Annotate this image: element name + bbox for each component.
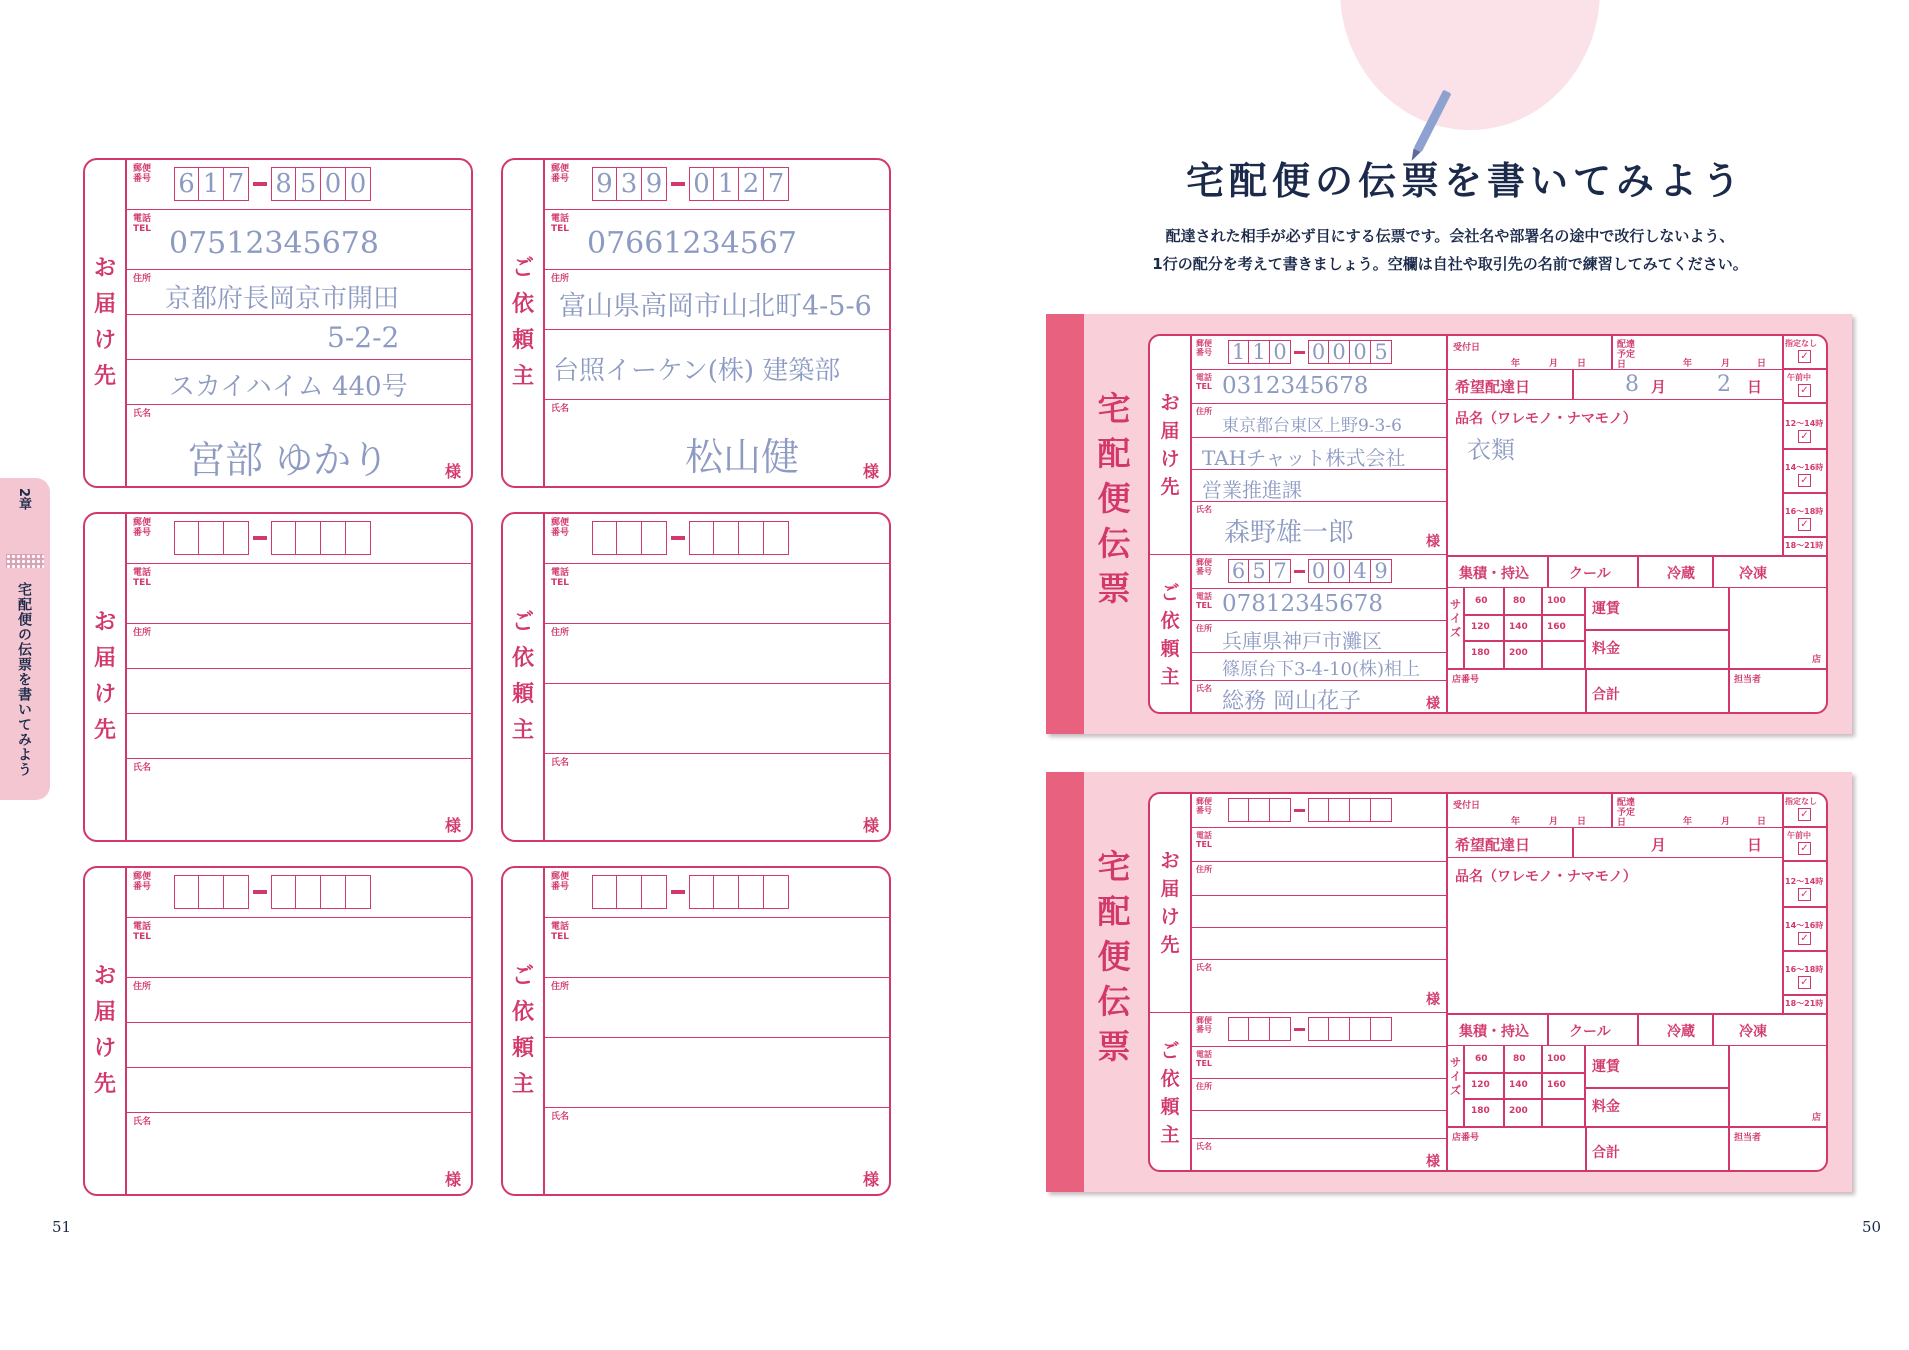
handwritten-address: 富山県高岡市山北町4-5-6 bbox=[559, 291, 872, 322]
chapter-tab[interactable] bbox=[0, 478, 50, 800]
checkbox[interactable]: ✓ bbox=[1798, 430, 1811, 443]
slip-to-zip-row: 郵便番号 bbox=[1192, 794, 1446, 828]
total-label: 合計 bbox=[1592, 687, 1620, 703]
time-slot-column[interactable]: 指定なし ✓ 午前中 ✓ 12～14時 ✓ 14～16時 ✓ 16～18時 ✓ 18～21時 bbox=[1783, 794, 1828, 1014]
slip-size-grid[interactable]: サ イ ズ 60 80 100 120 140 160 180 200 bbox=[1447, 588, 1585, 668]
slip-size-grid[interactable]: サ イ ズ 60 80 100 120 140 160 180 200 bbox=[1447, 1046, 1585, 1126]
tel-row[interactable]: 電話TEL bbox=[545, 918, 889, 978]
handwritten-name: 宮部 ゆかり bbox=[187, 438, 390, 482]
page-number-left: 51 bbox=[52, 1218, 72, 1236]
handwritten-address: 京都府長岡京市開田 bbox=[165, 284, 400, 314]
addr-row-2[interactable] bbox=[127, 1023, 471, 1068]
delivery-slip-blank bbox=[1046, 772, 1852, 1192]
freight-label: 運賃 bbox=[1592, 1059, 1620, 1075]
card-side-label: ご 依 頼 主 bbox=[503, 160, 545, 486]
addr-row-3[interactable] bbox=[127, 714, 471, 759]
addr-row-1[interactable]: 住所 bbox=[545, 624, 889, 684]
slip-vertical-title: 宅 配 便 伝 票 bbox=[1097, 847, 1131, 1066]
slip-from-zip-row: 郵便番号 6 5 7 0 0 4 9 bbox=[1192, 555, 1446, 589]
slip-to-addr-row-1[interactable]: 住所 東京都台東区上野9-3-6 bbox=[1192, 404, 1446, 438]
checkbox[interactable]: ✓ bbox=[1798, 474, 1811, 487]
address-card-from-blank bbox=[501, 512, 891, 842]
addr-row-1[interactable]: 住所 bbox=[127, 624, 471, 669]
checkbox[interactable]: ✓ bbox=[1798, 888, 1811, 901]
slip-to-addr-row-3[interactable] bbox=[1192, 470, 1446, 502]
name-row[interactable]: 氏名 様 bbox=[551, 758, 879, 835]
person-label: 担当者 bbox=[1734, 675, 1762, 685]
zip-row: 郵便番号 9 3 9 0 1 2 7 bbox=[545, 160, 889, 210]
zip-row: 郵便番号 bbox=[127, 868, 471, 918]
tel-row[interactable]: 電話TEL bbox=[127, 564, 471, 624]
zip-row: 郵便番号 bbox=[127, 514, 471, 564]
card-side-label: お 届 け 先 bbox=[85, 514, 127, 840]
slip-desired-date-row[interactable]: 希望配達日 8 月 2 日 bbox=[1447, 370, 1782, 400]
handwritten-item: 衣類 bbox=[1467, 436, 1515, 464]
addr-row-1[interactable]: 住所 bbox=[545, 978, 889, 1038]
slip-form: お 届 け 先 ご 依 頼 主 郵便番号 1 1 0 0 0 0 5 電話TEL 0312345678 住所 東京都台東区上野9-3-6 TAHチャット株式会社 営業推進課 氏名 森野雄一郎 様 郵便番号 6 5 7 0 0 4 9 電話TEL 07812345678 住所 兵庫県神戸市灘区 篠原台下3-4-10(株)相上 氏名 総務 岡山花子 様 受付日 年 月 日 配達予定日 年 月 日 希望配達日 8 月 2 日 品名（ワレモノ・ナマモノ） 衣類 集積・持込 クール 冷蔵 冷凍 サ イ ズ 60 80 100 120 140 160 180 200 運賃 料金 店 店番号 合計 担当者 指定なし ✓ 午前中 ✓ 12～14時 ✓ 14～16時 ✓ 16～18時 ✓ 18～21時 bbox=[1148, 334, 1828, 714]
checkbox[interactable]: ✓ bbox=[1798, 976, 1811, 989]
addr-row-1[interactable]: 住所 bbox=[127, 978, 471, 1023]
slip-to-addr-row-3[interactable] bbox=[1192, 928, 1446, 960]
handwritten-name: 総務 岡山花子 bbox=[1222, 689, 1361, 714]
addr-row-3[interactable] bbox=[127, 1068, 471, 1113]
slip-to-tel-row[interactable]: 電話TEL 0312345678 bbox=[1192, 370, 1446, 404]
slip-dates-row[interactable]: 受付日 年 月 日 配達予定日 年 月 日 bbox=[1447, 794, 1782, 828]
zip-row: 郵便番号 6 1 7 8 5 0 0 bbox=[127, 160, 471, 210]
address-card-to-blank bbox=[83, 866, 473, 1196]
card-side-label: ご 依 頼 主 bbox=[503, 868, 545, 1194]
slip-to-addr-row-2[interactable] bbox=[1192, 438, 1446, 470]
slip-service-row[interactable]: 集積・持込 クール 冷蔵 冷凍 bbox=[1447, 1014, 1828, 1046]
address-card-from-filled bbox=[501, 158, 891, 488]
tel-row[interactable]: 電話TEL bbox=[127, 918, 471, 978]
zip-row: 郵便番号 bbox=[545, 868, 889, 918]
slip-from-label: ご 依 頼 主 bbox=[1150, 1013, 1192, 1172]
tel-row[interactable]: 電話TEL 07512345678 bbox=[127, 210, 471, 270]
slip-to-label: お 届 け 先 bbox=[1150, 336, 1192, 555]
slip-from-addr-row-1[interactable]: 住所 兵庫県神戸市灘区 bbox=[1192, 621, 1446, 653]
handwritten-address: 兵庫県神戸市灘区 bbox=[1222, 629, 1382, 653]
slip-from-name-row[interactable]: 氏名 様 bbox=[1196, 1142, 1440, 1170]
slip-from-label: ご 依 頼 主 bbox=[1150, 555, 1192, 714]
slip-from-tel-row[interactable]: 電話TEL bbox=[1192, 1047, 1446, 1079]
addr-row-3[interactable] bbox=[127, 360, 471, 405]
zip-boxes[interactable]: 6 5 7 0 0 4 9 bbox=[1228, 559, 1392, 583]
slip-item-area[interactable]: 品名（ワレモノ・ナマモノ） bbox=[1455, 869, 1637, 885]
handwritten-day: 2 bbox=[1717, 372, 1731, 397]
page-number-right: 50 bbox=[1862, 1218, 1882, 1236]
slip-from-addr-row-2[interactable] bbox=[1192, 653, 1446, 681]
dot-pattern bbox=[6, 554, 44, 568]
handwritten-address: 台照イーケン(株) 建築部 bbox=[553, 356, 841, 386]
checkbox[interactable]: ✓ bbox=[1798, 932, 1811, 945]
handwritten-address: 東京都台東区上野9-3-6 bbox=[1222, 416, 1402, 436]
chapter-number: 2章 bbox=[16, 488, 31, 511]
card-side-label: ご 依 頼 主 bbox=[503, 514, 545, 840]
zip-boxes[interactable] bbox=[1228, 1017, 1392, 1041]
lead-text-line-2: 1行の配分を考えて書きましょう。空欄は自社や取引先の名前で練習してみてください。 bbox=[1152, 255, 1748, 273]
addr-row-1[interactable]: 住所 京都府長岡京市開田 bbox=[127, 270, 471, 315]
delivery-slip-filled bbox=[1046, 314, 1852, 734]
tel-row[interactable]: 電話TEL bbox=[545, 564, 889, 624]
handwritten-month: 8 bbox=[1625, 372, 1639, 397]
time-slot-column[interactable]: 指定なし ✓ 午前中 ✓ 12～14時 ✓ 14～16時 ✓ 16～18時 ✓ 18～21時 bbox=[1783, 336, 1828, 556]
addr-row-2[interactable] bbox=[545, 684, 889, 754]
zip-boxes[interactable] bbox=[1228, 798, 1392, 822]
slip-from-tel-row[interactable]: 電話TEL 07812345678 bbox=[1192, 589, 1446, 621]
slip-from-addr-row-2[interactable] bbox=[1192, 1111, 1446, 1139]
tel-row[interactable]: 電話TEL 07661234567 bbox=[545, 210, 889, 270]
slip-from-addr-row-1[interactable]: 住所 bbox=[1192, 1079, 1446, 1111]
checkbox[interactable]: ✓ bbox=[1798, 350, 1811, 363]
card-side-label: お 届 け 先 bbox=[85, 868, 127, 1194]
zip-boxes[interactable] bbox=[174, 521, 371, 555]
handwritten-address: 篠原台下3-4-10(株)相上 bbox=[1222, 659, 1421, 680]
zip-boxes[interactable]: 9 3 9 0 1 2 7 bbox=[592, 167, 789, 201]
slip-to-tel-row[interactable]: 電話TEL bbox=[1192, 828, 1446, 862]
address-card-to-filled bbox=[83, 158, 473, 488]
slip-desired-date-row[interactable]: 希望配達日 月 日 bbox=[1447, 828, 1782, 858]
addr-row-2[interactable] bbox=[127, 669, 471, 714]
slip-to-name-row[interactable]: 氏名 森野雄一郎 様 bbox=[1192, 502, 1446, 555]
zip-boxes[interactable]: 1 1 0 0 0 0 5 bbox=[1228, 340, 1392, 364]
zip-boxes[interactable]: 6 1 7 8 5 0 0 bbox=[174, 167, 371, 201]
fee-label: 料金 bbox=[1592, 641, 1620, 657]
slip-to-label: お 届 け 先 bbox=[1150, 794, 1192, 1013]
handwritten-name: 森野雄一郎 bbox=[1224, 518, 1355, 548]
slip-to-addr-row-1[interactable]: 住所 bbox=[1192, 862, 1446, 896]
address-card-from-blank bbox=[501, 866, 891, 1196]
checkbox[interactable]: ✓ bbox=[1798, 384, 1811, 397]
store-number-label: 店番号 bbox=[1452, 1133, 1480, 1143]
person-label: 担当者 bbox=[1734, 1133, 1762, 1143]
handwritten-tel: 0312345678 bbox=[1222, 373, 1369, 399]
address-card-to-blank bbox=[83, 512, 473, 842]
zip-boxes[interactable] bbox=[174, 875, 371, 909]
addr-row-2[interactable] bbox=[545, 330, 889, 400]
addr-row-1[interactable]: 住所 富山県高岡市山北町4-5-6 bbox=[545, 270, 889, 330]
name-row[interactable]: 氏名 様 bbox=[133, 1117, 461, 1189]
checkbox[interactable]: ✓ bbox=[1798, 842, 1811, 855]
handwritten-tel: 07812345678 bbox=[1222, 591, 1383, 617]
checkbox[interactable]: ✓ bbox=[1798, 518, 1811, 531]
slip-to-addr-row-2[interactable] bbox=[1192, 896, 1446, 928]
decorative-arc bbox=[1340, 0, 1600, 130]
store-number-label: 店番号 bbox=[1452, 675, 1480, 685]
fee-label: 料金 bbox=[1592, 1099, 1620, 1115]
handwritten-tel: 07661234567 bbox=[587, 226, 797, 261]
slip-dates-row[interactable]: 受付日 年 月 日 配達予定日 年 月 日 bbox=[1447, 336, 1782, 370]
name-row[interactable]: 氏名 様 bbox=[551, 1112, 879, 1189]
handwritten-name: 松山健 bbox=[685, 435, 800, 479]
slip-item-area[interactable]: 品名（ワレモノ・ナマモノ） 衣類 bbox=[1455, 411, 1637, 464]
addr-row-2[interactable] bbox=[127, 315, 471, 360]
slip-to-name-row[interactable]: 氏名 様 bbox=[1192, 960, 1446, 1013]
chapter-title: 宅配便の伝票を書いてみよう bbox=[16, 582, 32, 777]
checkbox[interactable]: ✓ bbox=[1798, 808, 1811, 821]
name-row[interactable]: 氏名 様 bbox=[133, 763, 461, 835]
slip-vertical-title: 宅 配 便 伝 票 bbox=[1097, 389, 1131, 608]
handwritten-address: スカイハイム 440号 bbox=[169, 372, 408, 402]
slip-service-row[interactable]: 集積・持込 クール 冷蔵 冷凍 bbox=[1447, 556, 1828, 588]
zip-row: 郵便番号 bbox=[545, 514, 889, 564]
handwritten-tel: 07512345678 bbox=[169, 226, 379, 261]
name-row[interactable]: 氏名 松山健 様 bbox=[551, 404, 879, 481]
addr-row-2[interactable] bbox=[545, 1038, 889, 1108]
total-label: 合計 bbox=[1592, 1145, 1620, 1161]
zip-boxes[interactable] bbox=[592, 875, 789, 909]
slip-from-zip-row: 郵便番号 bbox=[1192, 1013, 1446, 1047]
slip-form: お 届 け 先 ご 依 頼 主 郵便番号 電話TEL 住所 氏名 様 郵便番号 電話TEL 住所 氏名 様 受付日 年 月 日 配達予定日 年 月 日 希望配達日 月 日 品名（ワレモノ・ナマモノ） 集積・持込 クール 冷蔵 冷凍 サ イ ズ 60 80 100 120 140 160 180 200 運賃 料金 店 店番号 合計 担当者 指定なし ✓ 午前中 ✓ 12～14時 ✓ 14～16時 ✓ 16～18時 ✓ 18～21時 bbox=[1148, 792, 1828, 1172]
zip-boxes[interactable] bbox=[592, 521, 789, 555]
freight-label: 運賃 bbox=[1592, 601, 1620, 617]
slip-to-zip-row: 郵便番号 1 1 0 0 0 0 5 bbox=[1192, 336, 1446, 370]
handwritten-address: 5-2-2 bbox=[327, 321, 400, 354]
name-row[interactable]: 氏名 宮部 ゆかり 様 bbox=[133, 409, 461, 482]
slip-band bbox=[1046, 772, 1084, 1192]
lead-text-line-1: 配達された相手が必ず目にする伝票です。会社名や部署名の途中で改行しないよう、 bbox=[1165, 227, 1735, 245]
slip-band bbox=[1046, 314, 1084, 734]
slip-from-name-row[interactable]: 氏名 総務 岡山花子 様 bbox=[1196, 684, 1440, 714]
card-side-label: お 届 け 先 bbox=[85, 160, 127, 486]
handwritten-address: 営業推進課 bbox=[1202, 478, 1302, 502]
page-title: 宅配便の伝票を書いてみよう bbox=[1186, 159, 1746, 203]
handwritten-address: TAHチャット株式会社 bbox=[1202, 446, 1406, 470]
